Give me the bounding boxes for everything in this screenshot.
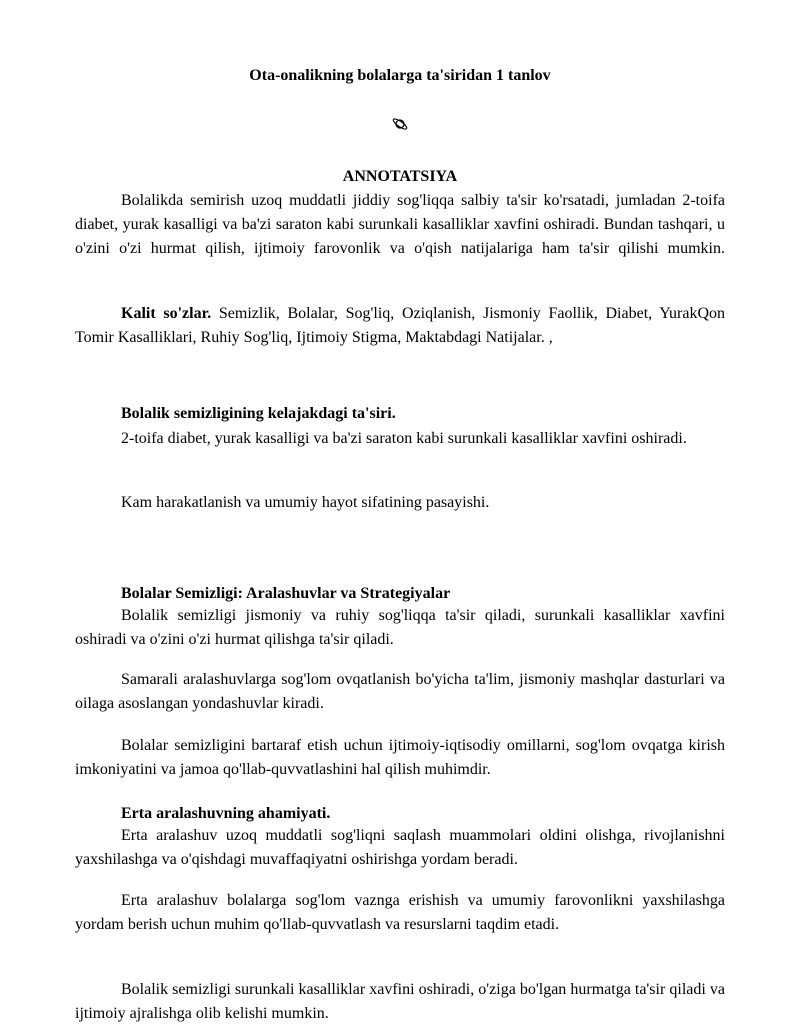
section-heading: Bolalik semizligining kelajakdagi ta'siri. xyxy=(121,405,396,422)
annotation-heading: ANNOTATSIYA xyxy=(342,168,458,185)
keywords-label: Kalit so'zlar. xyxy=(121,305,212,322)
section-paragraph: Erta aralashuv bolalarga sog'lom vaznga erishish va umumiy farovonlikni yaxshilashga yordam berish uchun muhim qo'llab-quvvatlash va resurslarni taqdim etadi. xyxy=(75,892,725,933)
keywords-text: Semizlik, Bolalar, Sog'liq, Oziqlanish, Jismoniy Faollik, Diabet, YurakQon Tomir Kasalliklari, Ruhiy Sog'liq, Ijtimoiy Stigma, Maktabdagi Natijalar. , xyxy=(75,305,726,346)
keywords-paragraph xyxy=(75,302,725,350)
section-paragraph: Bolalik semizligi jismoniy va ruhiy sog'liqqa ta'sir qiladi, surunkali kasalliklar xavfini oshiradi va o'zini o'zi hurmat qilishga ta'sir qiladi. xyxy=(75,607,725,648)
section-paragraph: Bolalik semizligi surunkali kasalliklar xavfini oshiradi, o'ziga bo'lgan hurmatga ta'sir qiladi va ijtimoiy ajralishga olib kelishi mumkin. xyxy=(75,981,725,1022)
section-paragraph: Kam harakatlanish va umumiy hayot sifatining pasayishi. xyxy=(121,494,490,511)
document-title: Ota-onalikning bolalarga ta'siridan 1 tanlov xyxy=(249,67,551,84)
planet-ring-icon xyxy=(391,116,409,132)
section-paragraph: Bolalar semizligini bartaraf etish uchun ijtimoiy-iqtisodiy omillarni, sog'lom ovqatga kirish imkoniyatini va jamoa qo'llab-quvvatlashini hal qilish muhimdir. xyxy=(75,737,725,778)
annotation-paragraph: Bolalikda semirish uzoq muddatli jiddiy sog'liqqa salbiy ta'sir ko'rsatadi, jumladan 2-toifa diabet, yurak kasalligi va ba'zi saraton kabi surunkali kasalliklar xavfini oshiradi. Bundan tashqari, u o'zini o'zi hurmat qilish, ijtimoiy farovonlik va o'qish natijalariga ham ta'sir qilishi mumkin. xyxy=(75,192,725,257)
section-paragraph: Erta aralashuv uzoq muddatli sog'liqni saqlash muammolari oldini olishga, rivojlanishni yaxshilashga va o'qishdagi muvaffaqiyatni oshirishga yordam beradi. xyxy=(75,827,725,868)
section-paragraph: Samarali aralashuvlarga sog'lom ovqatlanish bo'yicha ta'lim, jismoniy mashqlar dasturlari va oilaga asoslangan yondashuvlar kiradi. xyxy=(75,671,725,712)
section-heading: Bolalar Semizligi: Aralashuvlar va Strategiyalar xyxy=(121,585,451,602)
section-paragraph: 2-toifa diabet, yurak kasalligi va ba'zi saraton kabi surunkali kasalliklar xavfini oshiradi. xyxy=(121,430,687,447)
section-heading: Erta aralashuvning ahamiyati. xyxy=(121,805,331,822)
